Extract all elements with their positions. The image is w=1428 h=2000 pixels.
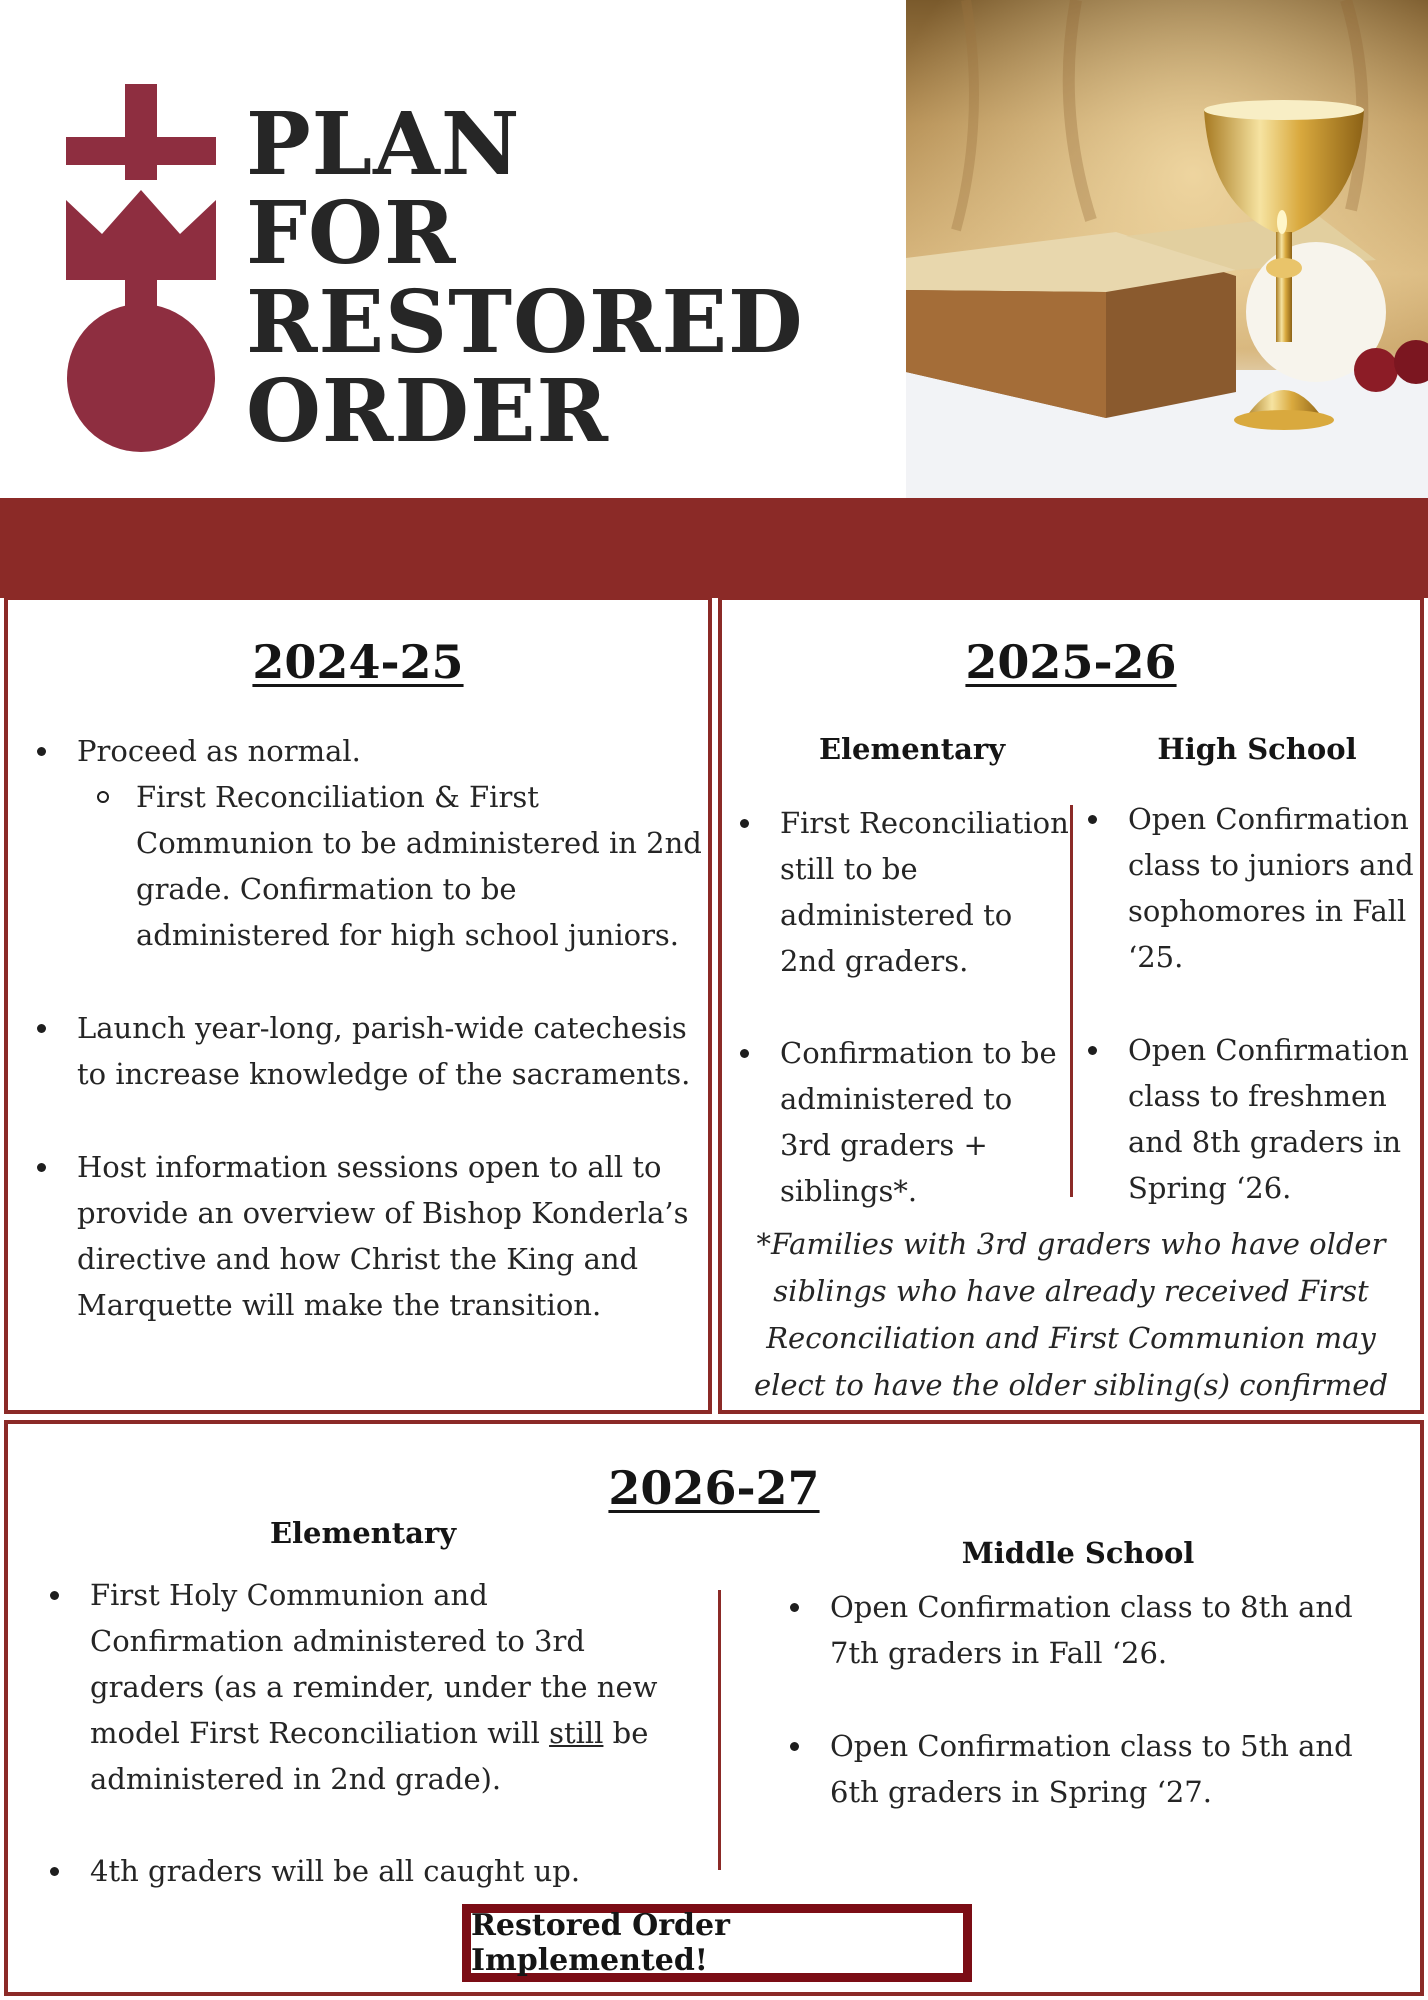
footnote: *Families with 3rd graders who have older siblings who have already received First Reconciliation and First Communion may elect to have the older sibling(s) confirmed (753, 1227, 1389, 1402)
panel-2025-26 (718, 596, 1424, 1414)
list-item-text: First Holy Communion and Confirmation administered to 3rd graders (as a reminder, under the new model First Reconciliation will (90, 1578, 658, 1750)
divider-band (0, 498, 1428, 598)
column-divider (718, 1590, 721, 1870)
header (0, 0, 1428, 498)
list-item: First Reconciliation still to be administered to 2nd graders. (780, 800, 1070, 984)
list-item: Launch year-long, parish-wide catechesis to increase knowledge of the sacraments. (77, 1005, 697, 1097)
list-item: Open Confirmation class to freshmen and 8th graders in Spring ‘26. (1128, 1027, 1418, 1211)
year-heading-2025-26: 2025-26 (965, 635, 1177, 689)
photo-illustration (906, 0, 1428, 498)
title-line-plan: PLAN (246, 94, 521, 195)
column-divider (1070, 805, 1073, 1197)
cross-crown-orb-icon (66, 84, 216, 454)
list-item: 4th graders will be all caught up. (90, 1848, 690, 1894)
title-line-for: FOR (246, 183, 457, 284)
list-item: Proceed as normal. (77, 728, 677, 774)
list-item: Open Confirmation class to juniors and sophomores in Fall ‘25. (1128, 796, 1418, 980)
list-item: Host information sessions open to all to provide an overview of Bishop Konderla’s directive and how Christ the King and Marquette will make the transition. (77, 1144, 697, 1328)
page-title (246, 94, 804, 462)
middle-school-heading: Middle School (961, 1536, 1195, 1570)
sub-list-item: First Reconciliation & First Communion to be administered in 2nd grade. Confirmation to be administered for high school juniors. (136, 774, 706, 958)
chalice-bible-host-photo (906, 0, 1428, 498)
year-heading-2026-27: 2026-27 (608, 1461, 820, 1515)
elementary-heading-2026-27: Elementary (269, 1516, 457, 1550)
high-school-heading: High School (1157, 732, 1357, 766)
list-item: Confirmation to be administered to 3rd graders + siblings*. (780, 1030, 1070, 1214)
restored-order-badge: Restored Order Implemented! (462, 1904, 972, 1982)
title-line-order: ORDER (246, 361, 609, 462)
elementary-heading: Elementary (818, 732, 1006, 766)
list-item: Open Confirmation class to 5th and 6th graders in Spring ‘27. (830, 1723, 1370, 1815)
year-heading-2024-25: 2024-25 (252, 635, 464, 689)
list-item: Open Confirmation class to 8th and 7th graders in Fall ‘26. (830, 1584, 1370, 1676)
list-item-text: be administered in 2nd grade). (90, 1716, 649, 1796)
list-item (90, 1572, 690, 1802)
still-underlined: still (549, 1716, 604, 1750)
title-line-restored: RESTORED (246, 272, 804, 373)
panel-2024-25 (4, 596, 712, 1414)
